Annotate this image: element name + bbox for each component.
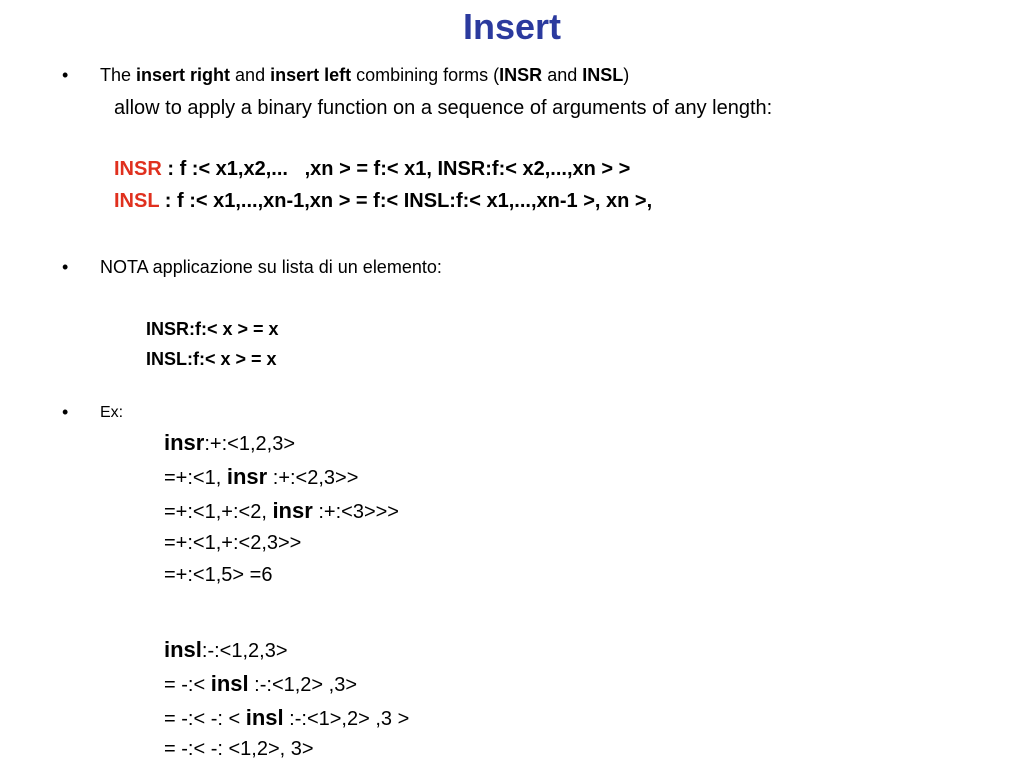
text-span: The bbox=[100, 65, 137, 85]
insr-keyword: insr bbox=[226, 464, 268, 489]
text-span: and bbox=[542, 65, 583, 85]
term-insert-left: insert left bbox=[270, 65, 352, 85]
insl-keyword: INSL bbox=[114, 190, 160, 212]
insl-example-line-1 bbox=[164, 637, 288, 663]
text-span: :-:<1,2,3> bbox=[201, 640, 288, 662]
slide-title: Insert bbox=[462, 6, 562, 47]
example-label: Ex: bbox=[100, 404, 124, 421]
nota-text: NOTA applicazione su lista di un elemento: bbox=[100, 257, 442, 277]
insl-single-element: INSL:f:< x > = x bbox=[146, 349, 277, 369]
insr-definition bbox=[114, 158, 630, 181]
term-insl: INSL bbox=[582, 65, 624, 85]
text-span: = -:< bbox=[164, 674, 211, 696]
insl-keyword: insl bbox=[210, 671, 249, 696]
text-span: and bbox=[230, 65, 271, 85]
text-span: =+:<1, bbox=[164, 467, 227, 489]
insr-example-line-2 bbox=[164, 464, 358, 490]
insr-example-line-4: =+:<1,+:<2,3>> bbox=[164, 532, 302, 554]
text-span: ) bbox=[623, 65, 630, 85]
text-span: :+:<3>>> bbox=[312, 501, 399, 523]
text-span: :-:<1>,2> ,3 > bbox=[283, 708, 410, 730]
insr-keyword: insr bbox=[272, 498, 313, 523]
insr-keyword: insr bbox=[164, 430, 205, 455]
text-span: :-:<1,2> ,3> bbox=[248, 674, 358, 696]
insl-keyword: insl bbox=[164, 637, 202, 662]
bullet-1: • bbox=[62, 65, 69, 85]
insr-example-line-1 bbox=[164, 430, 295, 456]
intro-line-2: allow to apply a binary function on a sequence of arguments of any length: bbox=[114, 97, 773, 119]
text-span: combining forms ( bbox=[351, 65, 500, 85]
insl-formula: : f :< x1,...,xn-1,xn > = f:< INSL:f:< x1,...,xn-1 >, xn >, bbox=[159, 190, 653, 212]
insr-formula: : f :< x1,x2,... ,xn > = f:< x1, INSR:f:< x2,...,xn > > bbox=[161, 158, 631, 180]
intro-line-1 bbox=[100, 65, 629, 86]
insl-example-line-4: = -:< -: <1,2>, 3> bbox=[164, 738, 314, 760]
text-span: :+:<2,3>> bbox=[267, 467, 359, 489]
insr-single-element: INSR:f:< x > = x bbox=[146, 319, 279, 339]
insl-definition bbox=[114, 190, 652, 213]
insl-example-line-3 bbox=[164, 705, 409, 731]
text-span: =+:<1,+:<2, bbox=[164, 501, 273, 523]
insr-example-line-3 bbox=[164, 498, 399, 524]
insl-keyword: insl bbox=[245, 705, 284, 730]
term-insr: INSR bbox=[499, 65, 543, 85]
text-span: :+:<1,2,3> bbox=[204, 433, 295, 455]
bullet-2: • bbox=[62, 257, 69, 277]
insl-example-line-2 bbox=[164, 671, 357, 697]
insr-example-result: =+:<1,5> =6 bbox=[164, 564, 273, 586]
term-insert-right: insert right bbox=[136, 65, 231, 85]
insr-keyword: INSR bbox=[114, 158, 162, 180]
bullet-3: • bbox=[62, 402, 69, 422]
text-span: = -:< -: < bbox=[164, 708, 246, 730]
